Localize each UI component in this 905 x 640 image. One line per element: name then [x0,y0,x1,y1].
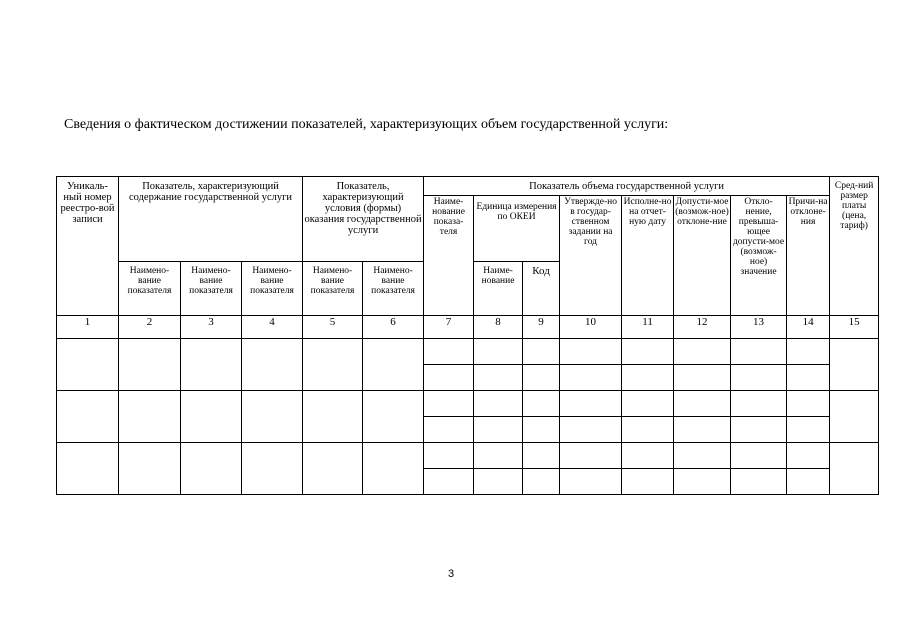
table-cell [424,469,474,495]
table-cell [674,469,731,495]
column-number: 3 [181,316,242,339]
table-cell [560,443,622,469]
header-avg-fee: Сред-ний размер платы (цена, тариф) [830,177,879,316]
table-cell [787,365,830,391]
table-cell [424,339,474,365]
table-cell [181,443,242,495]
subheader-indicator-name: Наимено-вание показателя [119,262,181,316]
column-number: 10 [560,316,622,339]
column-number: 7 [424,316,474,339]
table-cell [830,339,879,391]
table-cell [363,339,424,391]
page-number: 3 [448,568,455,580]
column-number: 13 [731,316,787,339]
table-cell [523,417,560,443]
table-cell [731,469,787,495]
subheader-indicator-name: Наимено-вание показателя [303,262,363,316]
table-cell [242,391,303,443]
table-cell [303,443,363,495]
table-cell [622,417,674,443]
column-number: 4 [242,316,303,339]
indicators-table [56,176,879,495]
column-number: 5 [303,316,363,339]
section-title: Сведения о фактическом достижении показателей, характеризующих объем государственной услуги: [64,117,669,132]
table-cell [622,391,674,417]
table-cell [787,443,830,469]
column-number: 8 [474,316,523,339]
table-cell [474,469,523,495]
table-cell [560,365,622,391]
table-cell [560,417,622,443]
column-number: 12 [674,316,731,339]
header-condition-indicator: Показатель, характеризующий условия (формы) оказания государственной услуги [303,177,424,262]
header-unique-record: Уникаль-ный номер реестро-вой записи [57,177,119,316]
table-cell [424,391,474,417]
table-cell [523,339,560,365]
table-cell [560,391,622,417]
table-cell [830,443,879,495]
table-cell [119,391,181,443]
column-number: 6 [363,316,424,339]
table-cell [674,443,731,469]
column-number: 15 [830,316,879,339]
table-row [57,443,879,469]
table-cell [523,391,560,417]
table-cell [787,469,830,495]
table-cell [424,365,474,391]
table-cell [674,339,731,365]
column-number: 11 [622,316,674,339]
header-reason: Причи-на отклоне-ния [787,196,830,316]
subheader-indicator-name: Наимено-вание показателя [242,262,303,316]
table-cell [181,339,242,391]
table-cell [119,339,181,391]
table-cell [523,365,560,391]
column-numbers-row [57,316,879,339]
header-allowed-deviation: Допусти-мое (возмож-ное) отклоне-ние [674,196,731,316]
table-cell [181,391,242,443]
table-cell [674,365,731,391]
table-cell [57,443,119,495]
table-cell [363,391,424,443]
table-cell [523,443,560,469]
table-cell [474,339,523,365]
header-content-indicator: Показатель, характеризующий содержание государственной услуги [119,177,303,262]
table-cell [560,469,622,495]
table-cell [363,443,424,495]
header-volume-indicator: Показатель объема государственной услуги [424,177,830,196]
header-volume-name: Наиме-нование показа-теля [424,196,474,316]
table-cell [303,339,363,391]
header-exceeding-deviation: Откло-нение, превыша-ющее допусти-мое (возмож-ное) значение [731,196,787,316]
table-cell [731,417,787,443]
table-cell [731,365,787,391]
table-cell [787,417,830,443]
table-cell [303,391,363,443]
table-cell [622,443,674,469]
table-cell [242,339,303,391]
table-cell [119,443,181,495]
table-cell [474,391,523,417]
subheader-unit-name: Наиме-нование [474,262,523,316]
subheader-indicator-name: Наимено-вание показателя [181,262,242,316]
header-unit-okei: Единица измерения по ОКЕИ [474,196,560,262]
table-row [57,339,879,365]
table-cell [560,339,622,365]
table-cell [731,443,787,469]
header-executed: Исполне-но на отчет-ную дату [622,196,674,316]
table-cell [622,365,674,391]
table-cell [787,339,830,365]
table-cell [622,339,674,365]
table-cell [674,417,731,443]
table-cell [474,365,523,391]
column-number: 2 [119,316,181,339]
table-cell [474,417,523,443]
subheader-unit-code: Код [523,262,560,316]
table-cell [57,339,119,391]
table-cell [731,391,787,417]
table-cell [474,443,523,469]
table-cell [622,469,674,495]
column-number: 1 [57,316,119,339]
table-row [57,391,879,417]
subheader-indicator-name: Наимено-вание показателя [363,262,424,316]
table-cell [830,391,879,443]
table-cell [731,339,787,365]
table-cell [523,469,560,495]
column-number: 14 [787,316,830,339]
table-cell [674,391,731,417]
table-cell [57,391,119,443]
column-number: 9 [523,316,560,339]
header-approved: Утвержде-но в государ-ственном задании на год [560,196,622,316]
table-cell [424,443,474,469]
table-cell [787,391,830,417]
table-cell [242,443,303,495]
table-cell [424,417,474,443]
